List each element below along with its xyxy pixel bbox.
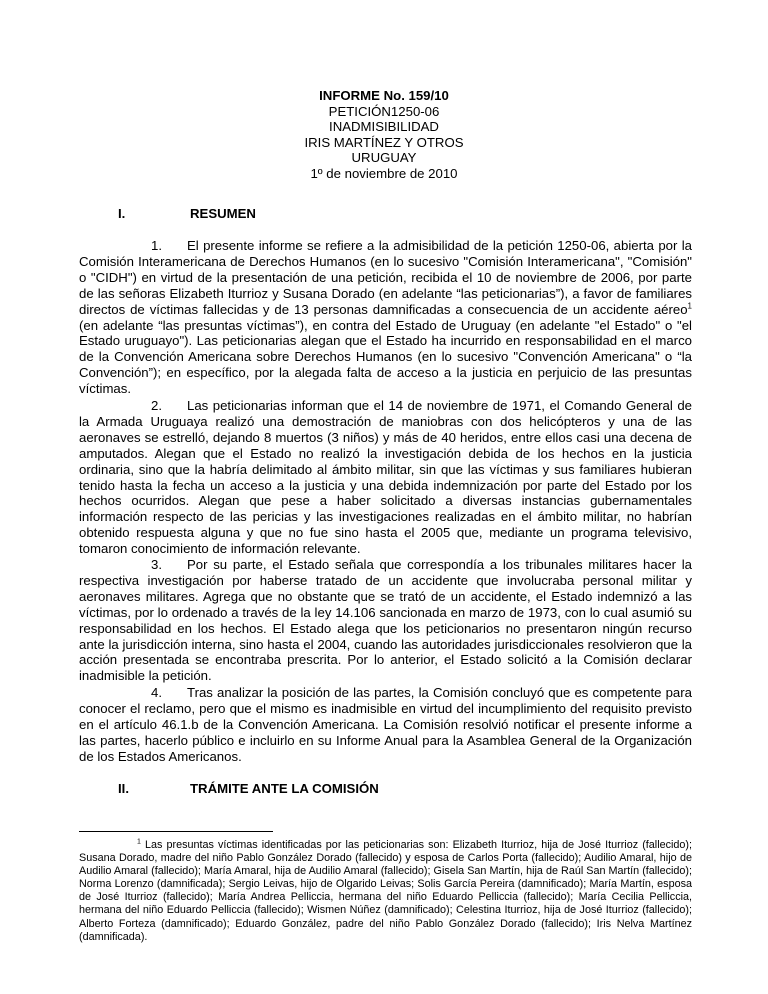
paragraph-2 bbox=[79, 398, 692, 557]
petition-number: PETICIÓN1250-06 bbox=[328, 103, 440, 119]
report-header bbox=[0, 88, 768, 182]
section-heading-tramite bbox=[118, 781, 379, 797]
decision-type: INADMISIBILIDAD bbox=[329, 119, 439, 135]
paragraph-text-continued: (en adelante “las presuntas víctimas”), en contra del Estado de Uruguay (en adelante "el Estado" o "el Estado uruguayo"). Las peticionarias alegan que el Estado ha incurrido en responsabilidad en el marco de la Convención Americana sobre Derechos Humanos (en lo sucesivo "Convención Americana" o “la Convención”); en específico, por la alegada falta de acceso a la justicia en perjuicio de las presuntas víctimas. bbox=[79, 317, 692, 397]
case-name: IRIS MARTÍNEZ Y OTROS bbox=[304, 134, 464, 150]
footnote-separator bbox=[79, 831, 273, 832]
section-title: TRÁMITE ANTE LA COMISIÓN bbox=[190, 781, 379, 796]
paragraph-3 bbox=[79, 557, 692, 684]
footnote-text: Las presuntas víctimas identificadas por las peticionarias son: Elizabeth Iturrioz, hija de José Iturrioz (fallecido); Susana Dorado, madre del niño Pablo González Dorado (fallecido) y esposa de Carlos Porta (fallecido); Audilio Amaral, hijo de Audilio Amaral (fallecido); María Amaral, hija de Audilio Amaral (fallecido); Gisela San Martín, hija de Raúl San Martín (fallecido); Norma Lorenzo (damnificada); Sergio Leivas, hijo de Olgarido Leivas; Solis García Pereira (damnificado); María Martín, esposa de José Iturrioz (fallecido); María Andrea Pelliccia, hermana del niño Eduardo Pelliccia (fallecido); María Cecilia Pelliccia, hermana del niño Eduardo Pelliccia (fallecido); Wismen Núñez (damnificado); Celestina Iturrioz, hija de José Iturrioz (fallecido); Alberto Forteza (damnificado); Eduardo González, padre del niño Pablo González Dorado (fallecido); Iris Nelva Martínez (damnificada). bbox=[79, 839, 692, 943]
country: URUGUAY bbox=[351, 150, 417, 166]
footnote-1 bbox=[79, 839, 692, 944]
section-number: II. bbox=[118, 781, 129, 796]
paragraph-number: 2. bbox=[151, 398, 162, 413]
footnote-mark: 1 bbox=[137, 838, 141, 846]
footnote-reference[interactable]: 1 bbox=[687, 301, 692, 311]
paragraph-4 bbox=[79, 685, 692, 765]
paragraph-text: Por su parte, el Estado señala que correspondía a los tribunales militares hacer la respectiva investigación por haberse tratado de un accidente que involucraba personal militar y aeronaves militares. Agrega que no obstante que se trató de un accidente, el Estado indemnizó a las víctimas, por lo ordenado a través de la ley 14.106 sancionada en marzo de 1973, con lo cual asumió su responsabilidad en los hechos. El Estado alega que los peticionarios no presentaron ningún recurso ante la jurisdicción interna, sino hasta el 2004, cuando las autoridades jurisdiccionales resolvieron que la acción presentada se encontraba prescrita. Por lo anterior, el Estado solicitó a la Comisión declarar inadmisible la petición. bbox=[79, 557, 692, 684]
paragraph-number: 1. bbox=[151, 238, 162, 253]
paragraph-text: Las peticionarias informan que el 14 de noviembre de 1971, el Comando General de la Armada Uruguaya realizó una demostración de maniobras con dos helicópteros y una de las aeronaves se estrelló, dejando 8 muertos (3 niños) y más de 40 heridos, entre ellos casi una decena de amputados. Alegan que el Estado no realizó la investigación debida de los hechos en la justicia ordinaria, sino que la habría delimitado al ámbito militar, sin que las víctimas y sus familiares hubieran tenido hasta la fecha un acceso a la justicia y una debida indemnización por parte del Estado por los hechos ocurridos. Alegan que pese a haber solicitado a diversas instancias gubernamentales información respecto de las pericias y las investigaciones realizadas en el ámbito militar, no habrían obtenido respuesta alguna y que no fue sino hasta el 2005 que, mediante un programa televisivo, tomaron conocimiento de información relevante. bbox=[79, 398, 692, 557]
section-heading-resumen bbox=[118, 206, 256, 222]
paragraph-1 bbox=[79, 238, 692, 397]
report-date: 1º de noviembre de 2010 bbox=[310, 165, 458, 181]
paragraph-text: Tras analizar la posición de las partes, la Comisión concluyó que es competente para conocer el reclamo, pero que el mismo es inadmisible en virtud del incumplimiento del requisito previsto en el artículo 46.1.b de la Convención Americana. La Comisión resolvió notificar el presente informe a las partes, hacerlo público e incluirlo en su Informe Anual para la Asamblea General de la Organización de los Estados Americanos. bbox=[79, 685, 692, 764]
paragraph-text: El presente informe se refiere a la admisibilidad de la petición 1250-06, abierta por la Comisión Interamericana de Derechos Humanos (en lo sucesivo "Comisión Interamericana", "Comisión" o "CIDH") en virtud de la presentación de una petición, recibida el 10 de noviembre de 2006, por parte de las señoras Elizabeth Iturrioz y Susana Dorado (en adelante “las peticionarias”), a favor de familiares directos de víctimas fallecidas y de 13 personas damnificadas a consecuencia de un accidente aéreo bbox=[79, 238, 692, 317]
section-title: RESUMEN bbox=[190, 206, 256, 221]
paragraph-number: 3. bbox=[151, 557, 162, 572]
paragraph-number: 4. bbox=[151, 685, 162, 700]
section-number: I. bbox=[118, 206, 126, 221]
report-title: INFORME No. 159/10 bbox=[319, 88, 449, 103]
